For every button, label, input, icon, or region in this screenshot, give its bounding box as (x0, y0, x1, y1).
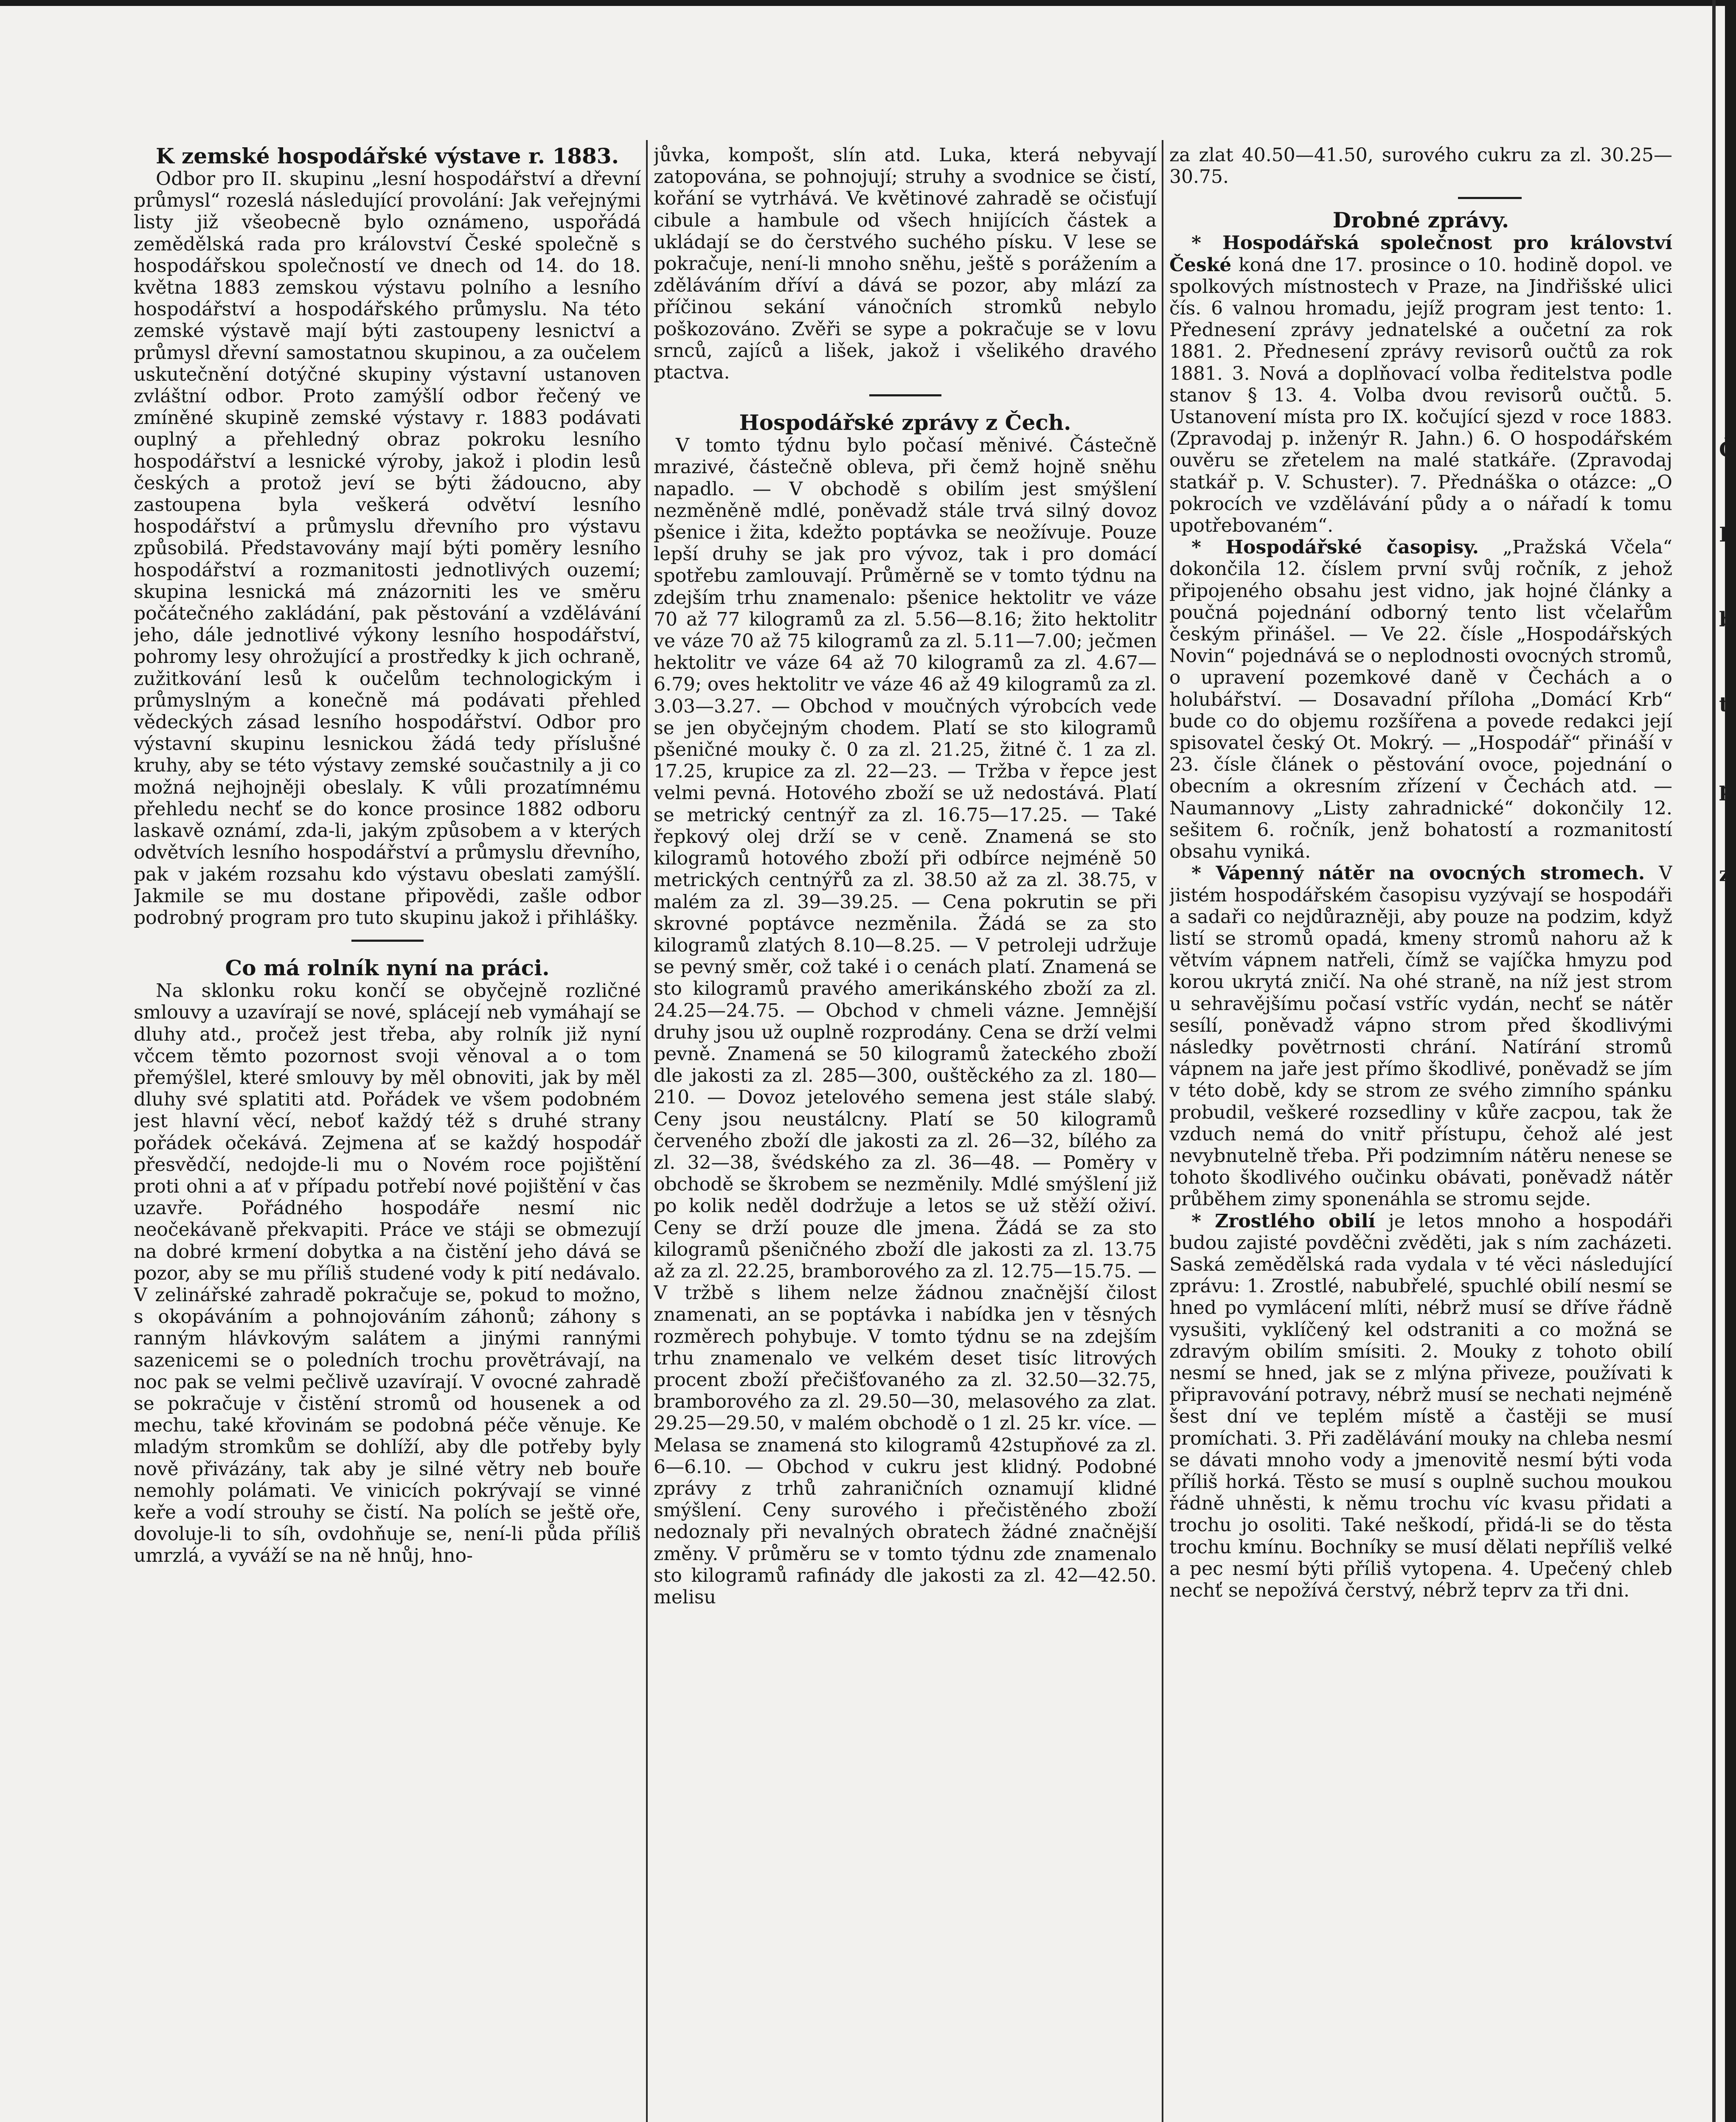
separator (1458, 197, 1522, 199)
news-item-lime-coating-title: * Vápenný nátěr na ovocných stromech. (1191, 862, 1645, 884)
news-item-society-text: koná dne 17. prosince o 10. hodině dopol. ve spolkových místnostech v Praze, na Jindřišské ulici čís. 6 valnou hromadu, jejíž program jest tento: 1. Přednesení zprávy jednatelské a oučetní za rok 1881. 2. Přednesení zprávy revisorů oučtů za rok 1881. 3. Nová a doplňovací volba ředitelstva podle stanov § 13. 4. Volba dvou revisorů oučtů. 5. Ustanovení místa pro IX. kočující sjezd v roce 1883. (Zpravodaj p. inženýr R. Jahn.) 6. O hospodářském ouvěru se zřetelem na malé statkáře. (Zpravodaj statkář p. V. Schuster). 7. Přednáška o otázce: „O pokrocích ve vzdělávání půdy a o nářadí k tomu upotřebovaném“. (1169, 254, 1672, 537)
column-right (1169, 144, 1672, 2122)
adjacent-page-fragment (1719, 407, 1736, 917)
news-item-sprouted-grain-title: * Zrostlého obilí (1191, 1210, 1376, 1232)
news-item-lime-coating-text: V jistém hospodářském časopisu vyzývají se hospodáři a sadaři co nejdůrazněji, aby pouze na podzim, když listí se stromů opadá, kmeny stromů nahoru až k větvím vápnem natřeli, čímž se vajíčka hmyzu pod korou ukrytá zničí. Na ohé straně, na níž jest strom u sehravějšímu počasí vstříc vydán, nechť se nátěr sesílí, poněvadž vápno strom před škodlivými následky povětrnosti chrání. Natírání stromů vápnem na jaře jest přímo škodlivé, poněvadž se jím v této době, kdy se strom ze svého zimního spánku probudil, veškeré rozsedliny v kůře zacpou, tak že vzduch nemá do vnitř přístupu, čehož alé jest nevybnutelně třeba. Při podzimním nátěru nenese se tohoto škodlivého oučinku obávati, poněvadž nátěr průběhem zimy sponenáhla se stromu sejde. (1169, 862, 1672, 1210)
column-rule-2 (1162, 140, 1163, 2122)
separator (869, 394, 941, 396)
news-item-lime-coating (1169, 862, 1672, 1210)
news-item-journals (1169, 536, 1672, 862)
column-middle (654, 144, 1157, 2122)
page-right-edge (1725, 0, 1736, 2122)
article-text-sugar-prices: za zlat 40.50—41.50, surového cukru za zl. 30.25—30.75. (1169, 144, 1672, 188)
article-text-farmer-work: Na sklonku roku končí se obyčejně rozličné smlouvy a uzavírají se nové, splácejí neb vymáhají se dluhy atd., pročež jest třeba, aby rolník již nyní včcem těmto pozornost svoji věnoval a o tom přemýšlel, které smlouvy by měl obnoviti, jak by měl dluhy své splatiti atd. Pořádek ve všem podobném jest hlavní věcí, neboť každý též s druhé strany pořádek očekává. Zejmena ať se každý hospodář přesvědčí, nedojde-li mu o Novém roce pojištění proti ohni a ať v případu potřebí nové pojištění v čas uzavře. Pořádného hospodáře nesmí nic neočekávaně překvapiti. Práce ve stáji se obmezují na dobré krmení dobytka a na čistění jeho dává se pozor, aby se mu příliš studené vody k pití nedávalo. V zelinářské zahradě pokračuje se, pokud to možno, s okopáváním a pohnojováním záhonů; záhony s ranným hlávkovým salátem a jinými rannými sazenicemi se o poledních trochu provětrávají, na noc pak se velmi pečlivě uzavírají. V ovocné zahradě se pokračuje v čistění stromů od housenek a od mechu, také křovinám se podobná péče věnuje. Ke mladým stromkům se dohlíží, aby dle potřeby byly nově přivázány, tak aby je silné větry neb bouře nemohly polámati. Ve vinicích pokrývají se vinné keře a vodí strouhy se čistí. Na polích se ještě oře, dovoluje-li to síh, ovdohňuje se, není-li půda příliš umrzlá, a vyváží se na ně hnůj, hno- (134, 980, 641, 1567)
article-text-continued: jůvka, kompošt, slín atd. Luka, která nebyvají zatopována, se pohnojují; struhy a svodnice se čistí, kořání se vytrhává. Ve květinové zahradě se očisťují cibule a hambule od všech hnijících částek a ukládají se do čerstvého suchého písku. V lese se pokračuje, není-li mnoho sněhu, ještě s porážením a zděláváním dříví a dává se pozor, aby mlází za příčinou sekání vánočních stromků nebylo poškozováno. Zvěři se sype a pokračuje se v lovu srnců, zajíců a lišek, jakož i všelikého dravého ptactva. (654, 144, 1157, 384)
article-heading-short-news: Drobné zprávy. (1332, 208, 1509, 233)
article-heading-exhibition: K zemské hospodářské výstave r. 1883. (155, 144, 619, 168)
separator (351, 940, 424, 942)
page-top-edge (0, 0, 1736, 6)
fragment-glyph: b (1719, 608, 1733, 632)
news-item-journals-title: * Hospodářské časopisy. (1191, 536, 1479, 559)
article-text-market-news: V tomto týdnu bylo počasí měnivé. Částečně mrazivé, částečně obleva, při čemž hojně sněhu napadlo. — V obchodě s obilím jest smýšlení nezměněně mdlé, poněvadž stále trvá silný dovoz pšenice i žita, kdežto poptávka se neožívuje. Pouze lepší druhy se jak pro vývoz, tak i pro domácí spotřebu zamlouvají. Průměrně se v tomto týdnu na zdejším trhu znamenalo: pšenice hektolitr ve váze 70 až 77 kilogramů za zl. 5.56—8.16; žito hektolitr ve váze 70 až 75 kilogramů za zl. 5.11—7.00; ječmen hektolitr ve váze 64 až 70 kilogramů za zl. 4.67—6.79; oves hektolitr ve váze 46 až 49 kilogramů za zl. 3.03—3.27. — Obchod v moučných výrobcích vede se jen obyčejným chodem. Platí se sto kilogramů pšeničné mouky č. 0 za zl. 21.25, žitné č. 1 za zl. 17.25, krupice za zl. 22—23. — Tržba v řepce jest velmi pevná. Hotového zboží se už nedostává. Platí se metrický centnýř za zl. 16.75—17.25. — Také řepkový olej drží se v ceně. Znamená se sto kilogramů hotového zboží při odbírce nejméně 50 metrických centnýřů za zl. 38.50 až za zl. 38.75, v malém za zl. 39—39.25. — Cena pokrutin se při skrovné poptávce nezměnila. Žádá se za sto kilogramů zlatých 8.10—8.25. — V petroleji udržuje se pevný směr, což také i o cenách platí. Znamená se sto kilogramů pravého amerikánského zboží za zl. 24.25—24.75. — Obchod v chmeli vázne. Jemnější druhy jsou už ouplně rozprodány. Cena se drží velmi pevně. Znamená se 50 kilogramů žateckého zboží dle jakosti za zl. 285—300, ouštěckého za zl. 180—210. — Dovoz jetelového semena jest stále slabý. Ceny jsou neustálcny. Platí se 50 kilogramů červeného zboží dle jakosti za zl. 26—32, bílého za zl. 32—38, švédského za zl. 36—48. — Poměry v obchodě se škrobem se nezměnily. Mdlé smýšlení již po kolik neděl dodržuje a letos se už stěží oživí. Ceny se drží pouze dle jmena. Žádá se za sto kilogramů pšeničného zboží dle jakosti za zl. 13.75 až za zl. 22.25, bramborového za zl. 12.75—15.75. — V tržbě s lihem nelze žádnou značnější čilost znamenati, an se poptávka i nabídka jen v těsných rozměrech pohybuje. V tomto týdnu se na zdejším trhu znamenalo ve velkém deset tisíc litrových procent zboží přečišťovaného za zl. 32.50—32.75, bramborového za zl. 29.50—30, melasového za zlat. 29.25—29.50, v malém obchodě o 1 zl. 25 kr. více. — Melasa se znamená sto kilogramů 42stupňové za zl. 6—6.10. — Obchod v cukru jest klidný. Podobné zprávy z trhů zahraničních oznamují klidné smýšlení. Ceny surového i přečistěného zboží nedoznaly při nevalných obratech žádné značnější změny. V průměru se v tomto týdnu zde znamenalo sto kilogramů rafinády dle jakosti za zl. 42—42.50. melisu (654, 435, 1157, 1608)
column-rule-1 (646, 140, 648, 2122)
fragment-glyph: t (1719, 693, 1729, 716)
column-left (134, 144, 641, 2122)
news-item-society (1169, 232, 1672, 536)
fragment-glyph: z (1719, 862, 1731, 886)
news-item-society-title: * Hospodářská společnost pro království České (1169, 232, 1672, 276)
news-item-sprouted-grain-text: je letos mnoho a hospodáři budou zajisté povděčni zvěděti, jak s ním zacházeti. Saská zemědělská rada vydala v té věci následující zprávu: 1. Zrostlé, nabubřelé, spuchlé obilí nesmí se hned po vymlácení mlíti, nébrž musí se dříve řádně vysušiti, vyklíčený kel odstraniti a co možná se zdravým obilím smísiti. 2. Mouky z tohoto obilí nesmí se hned, jak se z mlýna přiveze, používati k připravování potravy, nébrž musí se nechati nejméně šest dní ve teplém místě a častěji se musí promíchati. 3. Při zadělávání mouky na chleba nesmí se dávati mnoho vody a jmenovitě nesmí býti voda příliš horká. Těsto se musí s ouplně suchou moukou řádně uhněsti, k němu trochu víc kvasu přidati a trochu jo osoliti. Také neškodí, přidá-li se do těsta trochu kmínu. Bochníky se musí dělati nepříliš velké a pec nesmí býti příliš vytopena. 4. Upečený chleb nechť se nepožívá čerstvý, nébrž teprv za tři dni. (1169, 1210, 1672, 1601)
article-text-exhibition: Odbor pro II. skupinu „lesní hospodářství a dřevní průmysl“ rozeslá následující provolání: Jak veřejnými listy již všeobecně bylo oznámeno, uspořádá zemědělská rada pro království České společně s hospodářskou společností ve dnech od 14. do 18. května 1883 zemskou výstavu polního a lesního hospodářství a hospodářského průmyslu. Na této zemské výstavě mají býti zastoupeny lesnictví a průmysl dřevní samostatnou skupinou, a za oučelem uskutečnění dotýčné skupiny výstavní ustanoven zvláštní odbor. Proto zamýšlí odbor řečený ve zmíněné skupině zemské výstavy r. 1883 podávati ouplný a přehledný obraz pokroku lesního hospodářství a lesnické výroby, jakož i plodin lesů českých a protož jeví se býti žádoucno, aby zastoupena byla veškerá odvětví lesního hospodářství a průmyslu dřevního pro výstavu způsobilá. Představovány mají býti poměry lesního hospodářství a rozmanitosti jednotlivých ouzemí; skupina lesnická má znázorniti les ve směru počátečného zakládání, pak pěstování a vzdělávání jeho, dále jednotlivé výkony lesního hospodářství, pohromy lesy ohrožující a prostředky k jich ochraně, zužitkování lesů k oučelům technologickým i průmyslným a konečně má podávati přehled vědeckých zásad lesního hospodářství. Odbor pro výstavní skupinu lesnickou žádá tedy příslušné kruhy, aby se této výstavy zemské součastnily a ji co možná nejhojněji obeslaly. K vůli prozatímnému přehledu nechť se do konce prosince 1882 odboru laskavě oznámí, zda-li, jakým způsobem a v kterých odvětvích lesního hospodářství a průmyslu dřevního, pak v jakém rozsahu kdo výstavu obeslati zamýšlí. Jakmile se mu dostane připovědi, zašle odbor podrobný program pro tuto skupinu jakož i přihlášky. (134, 168, 641, 929)
fragment-glyph: I (1719, 523, 1729, 547)
page-right-shadow (1712, 0, 1716, 2122)
article-heading-farmer-work: Co má rolník nyní na práci. (225, 955, 550, 981)
fragment-glyph: p (1719, 778, 1733, 801)
news-item-journals-text: „Pražská Včela“ dokončila 12. číslem první svůj ročník, z jehož připojeného obsahu jest vidno, jak hojné články a poučná pojednání odborný tento list včelařům českým přinášel. — Ve 22. čísle „Hospodářských Novin“ pojednává se o neplodnosti ovocných stromů, o upravení pozemkové daně v Čechách a o holubářství. — Dosavadní příloha „Domácí Krb“ bude co do objemu rozšířena a povede redakci její spisovatel český Ot. Mokrý. — „Hospodář“ přináší v 23. čísle článek o pěstování ovoce, pojednání o obecním a okresním zřízení v Čechách atd. — Naumannovy „Listy zahradnické“ dokončily 12. sešitem 6. ročník, jenž bohatostí a rozmanitostí obsahu vyniká. (1169, 536, 1672, 863)
news-item-sprouted-grain (1169, 1210, 1672, 1602)
article-heading-market-news: Hospodářské zprávy z Čech. (739, 410, 1071, 435)
fragment-glyph: Č (1719, 438, 1736, 462)
